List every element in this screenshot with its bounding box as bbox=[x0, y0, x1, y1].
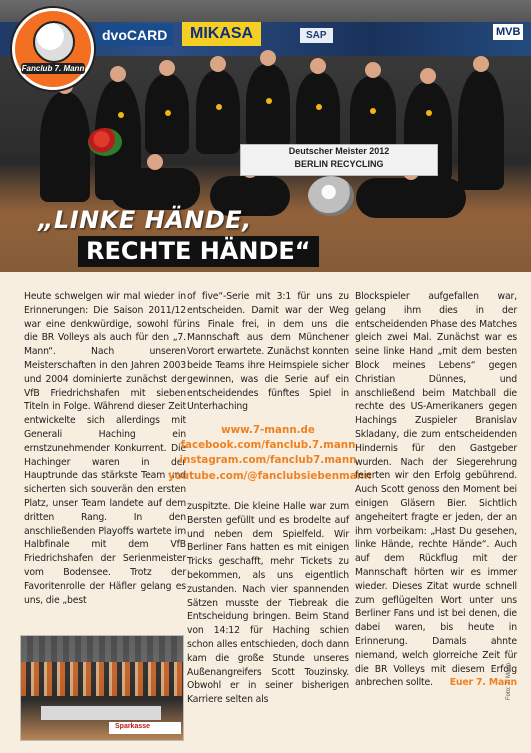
fanclub-logo bbox=[12, 8, 94, 90]
logo-text: Fanclub 7. Mann bbox=[21, 64, 85, 73]
celebration-photo bbox=[20, 635, 184, 741]
article-column-3 bbox=[355, 290, 517, 690]
article-column-3-text: Blockspieler aufgefallen war, gelang ihm dies in der entscheidenden Phase des Matches gleich zwei Mal. Zunächst war es seine linke Hand „mit dem besten Block meines Lebens“ gegen Christian Dünnes, und anschließend beim Matchball die rechte des US-Amerikaners gegen Hachings Zuspieler Branislav Skladany, die zum entscheidenden Hindernis für den Gastgeber wurden. Nach der Siegerehrung feierten wir den Erfolg gebührend. Auch Scott genoss den Moment bei einigen Gläsern Bier. Sichtlich angeheitert fragte er jeden, der an ihm vorbeikam: „Hast Du gesehen, linke Hände, rechte Hände“. Auch auf dem Rückflug mit der Mannschaft hörten wir es immer wieder. Dieses Zitat wurde schnell zum geflügelten Wort unter uns Berliner Fans und ist bei denen, die dabei waren, bis heute in Erinnerung. Damals ahnte niemand, welch glorreiche Zeit für die BR Volleys mit diesem Erfolg anbrechen sollte. bbox=[355, 291, 517, 689]
player-silhouette bbox=[458, 70, 504, 190]
medal bbox=[216, 104, 222, 110]
link-instagram[interactable]: instagram.com/fanclub7.mann bbox=[179, 454, 357, 467]
sponsor-sign-dvocard: dvoCARD bbox=[96, 24, 173, 46]
flower-bouquet bbox=[88, 128, 122, 156]
social-links bbox=[168, 423, 372, 484]
champion-banner-sponsor: BERLIN RECYCLING bbox=[294, 159, 384, 169]
headline-line-2: RECHTE HÄNDE“ bbox=[78, 236, 319, 267]
article-column-2-top: of five“-Serie mit 3:1 für uns zu entscheiden. Damit war der Weg ins Finale frei, in dem uns die Mannschaft aus dem Münchener Vorort erwartete. Zunächst konnten beide Teams ihre Heimspiele sicher gewinnen, was die Serie auf ein entscheidendes fünftes Spiel in Unterhaching bbox=[187, 291, 349, 413]
article-column-2-bottom: zuspitzte. Die kleine Halle war zum Bersten gefüllt und es brodelte auf und neben dem Spielfeld. Wir Berliner Fans hatten es mit einigen Tricks geschafft, mehr Tickets zu bekommen, als uns eigentlich zustanden. Nach vier spannenden Sätzen musste der Tiebreak die Entscheidung bringen. Beim Stand von 14:12 für Haching schien schon alles entschieden, doch dann kam die große Stunde unseres Außenangreifers Scott Touzinsky. Obwohl er in seiner bisherigen Karriere selten als bbox=[187, 501, 349, 706]
sponsor-sign-mikasa: MIKASA bbox=[182, 22, 261, 46]
article-column-1: Heute schwelgen wir mal wieder in Erinnerungen: Die Saison 2011/12 war eine denkwürdige, sowohl für die BR Volleys als auch für den „7. Mann“. Nach unseren Meisterschaften in den Jahren 2003 und 2004 dominierte zunächst der VfB Friedrichshafen mit sieben Titeln in Folge. Während dieser Zeit entwickelte sich allerdings mit Generali Haching ein ernstzunehmender Konkurrent. Die Hachinger waren in der Hauptrunde das stärkste Team und sicherten sich souverän den ersten Platz, unser Team landete auf dem dritten Rang. In den anschließenden Playoffs wartete im Halbfinale mit dem VfB Friedrichshafen der Serienmeister vom Bodensee. Trotz der Favoritenrolle der Häfler gelang es uns, die „best bbox=[24, 291, 186, 606]
signature: Euer 7. Mann bbox=[449, 677, 517, 689]
fan-crowd bbox=[21, 662, 183, 696]
player-silhouette bbox=[110, 168, 200, 210]
medal bbox=[370, 108, 376, 114]
medal bbox=[316, 104, 322, 110]
link-facebook[interactable]: facebook.com/fanclub.7.mann bbox=[180, 439, 356, 452]
photo-credit: Foto: 7. Mann bbox=[506, 662, 512, 700]
sponsor-sign-sap: SAP bbox=[300, 28, 333, 43]
link-website[interactable]: www.7-mann.de bbox=[221, 424, 315, 436]
medal bbox=[118, 112, 124, 118]
link-youtube[interactable]: youtube.com/@fanclubsiebenmann bbox=[168, 469, 372, 482]
medal bbox=[165, 110, 171, 116]
player-silhouette bbox=[356, 178, 466, 218]
advert-board-text: Sparkasse bbox=[115, 723, 151, 730]
player-silhouette bbox=[246, 64, 290, 148]
arena-roof bbox=[21, 636, 183, 662]
player-silhouette bbox=[40, 92, 90, 202]
medal bbox=[426, 110, 432, 116]
headline bbox=[38, 206, 319, 267]
player-silhouette bbox=[350, 76, 396, 152]
champion-banner bbox=[240, 144, 438, 176]
player-silhouette bbox=[196, 70, 240, 154]
champion-banner-title: Deutscher Meister 2012 bbox=[288, 146, 390, 156]
sponsor-sign-mvb: MVB bbox=[493, 24, 523, 40]
medal bbox=[266, 98, 272, 104]
player-silhouette bbox=[296, 72, 340, 150]
headline-line-1: „LINKE HÄNDE, bbox=[38, 206, 252, 234]
volleyball-icon bbox=[33, 21, 75, 63]
advert-board bbox=[41, 706, 161, 720]
hero-photo bbox=[0, 0, 531, 272]
